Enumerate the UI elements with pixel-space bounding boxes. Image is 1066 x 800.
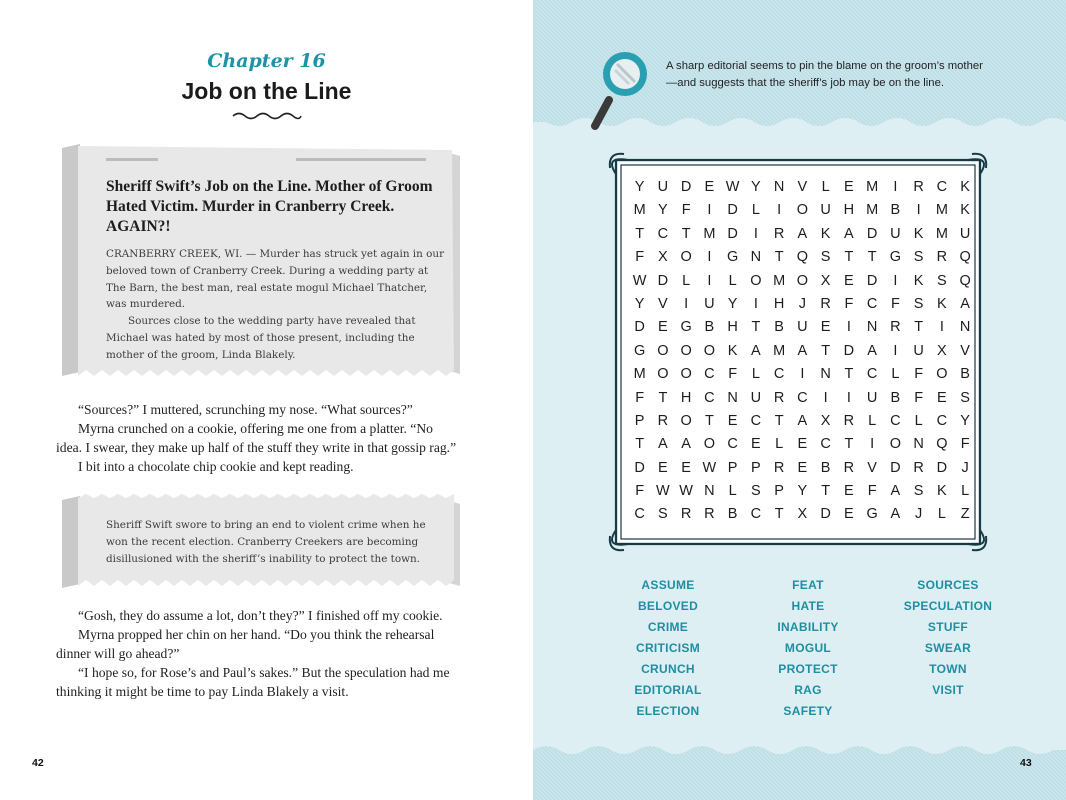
grid-letter: S [658, 506, 668, 523]
grid-letter: B [820, 459, 831, 476]
grid-row [628, 457, 990, 480]
word-item: SAFETY [783, 704, 833, 718]
grid-letter: L [728, 483, 737, 500]
grid-letter: D [866, 272, 878, 289]
word-item: ELECTION [636, 704, 700, 718]
grid-letter: U [866, 389, 878, 406]
story-paragraph: I bit into a chocolate chip cookie and kept reading. [78, 459, 354, 474]
grid-letter: K [820, 225, 831, 242]
grid-letter: X [937, 342, 947, 359]
grid-letter: N [727, 389, 738, 406]
grid-letter: T [704, 412, 714, 429]
grid-letter: O [703, 436, 716, 453]
story-paragraph: “Gosh, they do assume a lot, don’t they?” I finished off my cookie. [78, 608, 443, 623]
grid-letter: J [798, 295, 806, 312]
grid-letter: F [890, 295, 900, 312]
grid-letter: C [820, 436, 831, 453]
newspaper-clipping [56, 144, 460, 384]
grid-letter: N [913, 436, 924, 453]
grid-letter: L [821, 179, 830, 195]
grid-letter: T [844, 249, 854, 266]
grid-letter: K [960, 202, 970, 219]
grid-letter: U [820, 202, 831, 219]
grid-letter: A [797, 412, 808, 429]
grid-letter: I [939, 319, 944, 336]
grid-letter: L [961, 483, 970, 500]
word-item: RAG [794, 683, 822, 697]
grid-letter: R [773, 459, 785, 476]
word-list-column [878, 575, 1018, 722]
grid-letter: I [893, 342, 898, 359]
grid-letter: O [936, 366, 948, 383]
grid-letter: D [866, 225, 878, 242]
word-item: STUFF [927, 620, 969, 634]
grid-letter: U [959, 225, 971, 242]
grid-letter: W [725, 179, 740, 195]
story-text [56, 400, 460, 476]
grid-letter: F [728, 366, 738, 383]
grid-letter: C [797, 389, 808, 406]
grid-letter: I [707, 272, 712, 289]
grid-letter: F [867, 483, 877, 500]
grid-letter: P [634, 412, 645, 429]
grid-letter: L [937, 506, 946, 523]
grid-letter: I [707, 202, 712, 219]
grid-letter: B [774, 319, 784, 336]
grid-letter: E [820, 319, 831, 336]
newspaper-clipping [56, 494, 460, 590]
grid-letter: J [915, 506, 923, 523]
grid-letter: A [867, 342, 877, 359]
grid-letter: C [936, 179, 948, 195]
grid-letter: H [843, 202, 855, 219]
grid-letter: V [867, 459, 877, 476]
grid-letter: I [753, 225, 758, 242]
grid-letter: G [726, 249, 739, 266]
grid-letter: E [797, 436, 808, 453]
grid-letter: G [866, 506, 878, 523]
grid-letter: H [680, 389, 692, 406]
grid-letter: U [704, 295, 715, 312]
grid-letter: G [633, 342, 646, 359]
grid-row [628, 340, 990, 363]
grid-letter: L [728, 272, 737, 289]
grid-letter: S [937, 272, 947, 289]
grid-letter: K [937, 295, 947, 312]
grid-letter: X [820, 272, 831, 289]
grid-letter: T [635, 436, 645, 453]
grid-letter: F [681, 202, 691, 219]
grid-letter: O [796, 202, 809, 219]
grid-letter: E [681, 459, 691, 476]
grid-letter: F [635, 389, 645, 406]
grid-letter: K [913, 272, 924, 289]
grid-letter: I [823, 389, 828, 406]
grid-letter: Y [634, 295, 645, 312]
grid-letter: F [960, 436, 970, 453]
grid-letter: E [844, 272, 854, 289]
word-item: HATE [791, 599, 825, 613]
grid-letter: I [916, 202, 921, 219]
grid-letter: R [680, 506, 692, 523]
grid-letter: R [843, 412, 855, 429]
grid-letter: Y [634, 179, 645, 195]
grid-letter: M [773, 272, 786, 289]
puzzle-hint-text: A sharp editorial seems to pin the blame on the groom’s mother—and suggests that the sheriff’s job may be on the line. [666, 60, 983, 89]
grid-letter: D [680, 179, 692, 195]
grid-letter: E [844, 179, 854, 195]
grid-letter: S [913, 295, 924, 312]
grid-letter: M [633, 366, 646, 383]
grid-letter: V [658, 295, 668, 312]
chapter-label: Chapter 16 [207, 50, 326, 72]
grid-letter: C [750, 506, 762, 523]
grid-letter: R [773, 225, 785, 242]
grid-letter: D [890, 459, 901, 476]
grid-row [628, 387, 990, 410]
grid-letter: Y [751, 179, 761, 195]
grid-letter: M [866, 202, 879, 219]
word-item: CRITICISM [635, 641, 701, 655]
grid-row [628, 246, 990, 269]
grid-letter: R [843, 459, 855, 476]
clipping-headline: Sheriff Swift’s Job on the Line. Mother of Groom Hated Victim. Murder in Cranberry Creek. AGAIN?! [106, 178, 433, 235]
story-paragraph: “I hope so, for Rose’s and Paul’s sakes.” But the speculation had me thinking it might be time to pay Linda Blakely a visit. [56, 665, 450, 699]
grid-letter: L [751, 366, 760, 383]
grid-letter: T [774, 249, 784, 266]
grid-letter: B [890, 389, 901, 406]
grid-letter: T [844, 366, 854, 383]
word-list-column [738, 575, 878, 722]
grid-letter: C [704, 389, 715, 406]
grid-letter: K [960, 179, 970, 195]
grid-row [628, 176, 990, 199]
grid-letter: T [821, 483, 831, 500]
word-list-column [598, 575, 738, 722]
grid-letter: P [774, 483, 784, 500]
grid-letter: O [703, 342, 716, 359]
grid-letter: A [844, 225, 854, 242]
word-list [598, 575, 1018, 722]
story-text [56, 606, 460, 701]
grid-letter: C [750, 412, 762, 429]
grid-letter: L [914, 412, 923, 429]
word-item: SWEAR [924, 641, 972, 655]
grid-letter: L [868, 412, 877, 429]
grid-row [628, 480, 990, 503]
grid-letter: Y [658, 202, 668, 219]
grid-letter: K [913, 225, 924, 242]
word-item: INABILITY [777, 620, 839, 634]
grid-letter: C [773, 366, 785, 383]
grid-letter: B [704, 319, 715, 336]
grid-letter: C [890, 412, 901, 429]
grid-letter: F [844, 295, 854, 312]
grid-letter: E [658, 459, 668, 476]
clipping-paragraph: Sources close to the wedding party have revealed that Michael was hated by most of those present, including the mother of the groom, Linda Blakely. [106, 315, 416, 361]
grid-letter: T [867, 249, 877, 266]
grid-letter: I [846, 319, 851, 336]
grid-letter: B [727, 506, 738, 523]
grid-letter: D [657, 272, 669, 289]
grid-letter: D [727, 225, 738, 242]
grid-letter: E [797, 459, 808, 476]
grid-letter: T [774, 412, 784, 429]
grid-letter: R [936, 249, 948, 266]
grid-letter: Y [727, 295, 738, 312]
word-item: CRUNCH [641, 662, 695, 676]
grid-letter: A [890, 506, 901, 523]
grid-letter: B [960, 366, 970, 383]
grid-letter: S [960, 389, 970, 406]
grid-letter: R [773, 389, 785, 406]
grid-letter: N [866, 319, 878, 336]
grid-letter: N [773, 179, 785, 195]
grid-letter: I [777, 202, 782, 219]
clipping-body [106, 517, 446, 567]
word-item: BELOVED [637, 599, 699, 613]
grid-letter: O [680, 412, 692, 429]
grid-letter: M [935, 225, 948, 242]
grid-letter: I [684, 295, 689, 312]
grid-letter: T [844, 436, 854, 453]
grid-letter: C [704, 366, 715, 383]
word-item: SOURCES [917, 578, 979, 592]
grid-letter: Y [960, 412, 970, 429]
grid-letter: T [751, 319, 761, 336]
grid-letter: A [658, 436, 668, 453]
grid-letter: N [704, 483, 715, 500]
grid-letter: M [633, 202, 646, 219]
clipping-body [106, 246, 446, 364]
story-paragraph: Myrna propped her chin on her hand. “Do you think the rehearsal dinner will go ahead?” [56, 627, 435, 661]
word-item: MOGUL [784, 641, 832, 655]
word-item: ASSUME [641, 578, 695, 592]
grid-letter: F [914, 366, 924, 383]
grid-letter: W [632, 272, 647, 289]
magnifying-glass-icon [591, 50, 655, 134]
grid-letter: I [893, 179, 898, 195]
grid-letter: N [959, 319, 971, 336]
grid-letter: P [727, 459, 738, 476]
grid-letter: Y [797, 483, 808, 500]
grid-letter: L [891, 366, 900, 383]
grid-letter: U [913, 342, 924, 359]
grid-letter: M [866, 179, 879, 195]
grid-letter: R [890, 319, 901, 336]
grid-row [628, 293, 990, 316]
grid-letter: D [634, 319, 645, 336]
grid-letter: C [634, 506, 645, 523]
grid-letter: Q [959, 249, 971, 266]
grid-letter: W [656, 483, 670, 500]
clipping-paragraph: Sheriff Swift swore to bring an end to violent crime when he won the recent election. Cranberry Creekers are becoming disillusioned with the sheriff’s inability to protect the town. [106, 519, 426, 565]
grid-row [628, 270, 990, 293]
grid-letter: E [844, 506, 854, 523]
grid-letter: L [682, 272, 691, 289]
grid-letter: R [704, 506, 715, 523]
grid-letter: S [820, 249, 831, 266]
grid-row [628, 199, 990, 222]
word-item: FEAT [792, 578, 824, 592]
grid-letter: D [634, 459, 645, 476]
squiggle-divider-icon [231, 111, 303, 121]
grid-letter: P [751, 459, 761, 476]
grid-letter: U [750, 389, 762, 406]
grid-letter: J [961, 459, 969, 476]
grid-letter: T [635, 225, 645, 242]
story-paragraph: Myrna crunched on a cookie, offering me one from a platter. “No idea. I swear, they make up half of the stuff they write in that gossip rag.” [56, 421, 457, 455]
grid-letter: A [797, 225, 808, 242]
grid-letter: U [890, 225, 901, 242]
chapter-title: Job on the Line [181, 78, 352, 104]
grid-letter: V [960, 342, 970, 359]
grid-letter: N [820, 366, 831, 383]
grid-letter: D [843, 342, 855, 359]
grid-letter: D [727, 202, 738, 219]
grid-letter: N [750, 249, 762, 266]
grid-letter: R [913, 179, 924, 195]
grid-letter: F [635, 483, 645, 500]
grid-letter: L [751, 202, 760, 219]
word-item: VISIT [932, 683, 964, 697]
grid-letter: R [657, 412, 669, 429]
grid-letter: A [797, 342, 808, 359]
grid-letter: S [913, 483, 924, 500]
grid-letter: C [936, 412, 948, 429]
grid-row [628, 410, 990, 433]
grid-letter: C [866, 366, 878, 383]
grid-letter: Q [796, 249, 809, 266]
grid-letter: H [773, 295, 785, 312]
grid-letter: O [657, 342, 669, 359]
grid-letter: B [890, 202, 901, 219]
grid-row [628, 363, 990, 386]
grid-letter: K [727, 342, 738, 359]
grid-letter: I [893, 272, 898, 289]
wavy-band-bottom [533, 742, 1066, 800]
grid-letter: K [937, 483, 947, 500]
grid-letter: M [703, 225, 716, 242]
grid-letter: U [657, 179, 669, 195]
grid-letter: X [658, 249, 668, 266]
grid-letter: E [751, 436, 761, 453]
word-item: PROTECT [778, 662, 838, 676]
grid-row [628, 316, 990, 339]
grid-letter: D [820, 506, 831, 523]
grid-letter: R [913, 459, 924, 476]
grid-letter: T [681, 225, 691, 242]
word-item: CRIME [647, 620, 689, 634]
grid-row [628, 433, 990, 456]
grid-letter: D [936, 459, 948, 476]
grid-letter: Q [959, 272, 971, 289]
grid-letter: U [797, 319, 808, 336]
grid-letter: X [797, 506, 808, 523]
grid-letter: L [775, 436, 784, 453]
grid-letter: C [657, 225, 669, 242]
grid-letter: M [773, 342, 786, 359]
grid-letter: O [680, 249, 692, 266]
grid-letter: V [797, 179, 808, 195]
grid-letter: I [707, 249, 712, 266]
grid-row [628, 503, 990, 526]
grid-letter: S [913, 249, 924, 266]
grid-letter: W [702, 459, 717, 476]
grid-letter: O [680, 342, 692, 359]
grid-letter: O [657, 366, 669, 383]
page-number: 43 [1020, 757, 1032, 769]
grid-letter: Q [936, 436, 948, 453]
story-paragraph: “Sources?” I muttered, scrunching my nose. “What sources?” [78, 402, 413, 417]
page-number: 42 [32, 757, 44, 769]
grid-letter: G [680, 319, 692, 336]
word-item: SPECULATION [903, 599, 993, 613]
grid-letter: G [889, 249, 902, 266]
grid-row [628, 223, 990, 246]
grid-letter: F [914, 389, 924, 406]
grid-letter: T [774, 506, 784, 523]
grid-letter: I [800, 366, 805, 383]
grid-letter: O [889, 436, 902, 453]
word-item: TOWN [929, 662, 967, 676]
grid-letter: T [658, 389, 668, 406]
grid-letter: E [658, 319, 668, 336]
grid-letter: X [820, 412, 831, 429]
grid-letter: A [681, 436, 691, 453]
word-search-grid [628, 176, 990, 527]
grid-letter: O [680, 366, 692, 383]
grid-letter: A [751, 342, 761, 359]
clipping-paragraph: CRANBERRY CREEK, WI. — Murder has struck yet again in our beloved town of Cranberry Creek. During a wedding party at The Barn, the best man, real estate mogul Michael Thatcher, was murdered. [106, 248, 445, 311]
grid-letter: S [751, 483, 761, 500]
grid-letter: C [727, 436, 738, 453]
grid-letter: O [750, 272, 762, 289]
grid-letter: H [727, 319, 738, 336]
grid-letter: O [796, 272, 809, 289]
grid-letter: M [935, 202, 948, 219]
grid-letter: A [960, 295, 970, 312]
grid-letter: T [914, 319, 924, 336]
grid-letter: T [821, 342, 831, 359]
grid-letter: W [679, 483, 693, 500]
grid-letter: F [635, 249, 645, 266]
grid-letter: E [704, 179, 715, 195]
grid-letter: E [844, 483, 854, 500]
grid-letter: E [937, 389, 947, 406]
word-item: EDITORIAL [634, 683, 702, 697]
grid-letter: I [753, 295, 758, 312]
grid-letter: C [866, 295, 878, 312]
grid-letter: I [870, 436, 875, 453]
grid-letter: A [890, 483, 901, 500]
grid-letter: I [846, 389, 851, 406]
grid-letter: Z [960, 506, 970, 523]
grid-letter: R [820, 295, 831, 312]
grid-letter: E [727, 412, 738, 429]
